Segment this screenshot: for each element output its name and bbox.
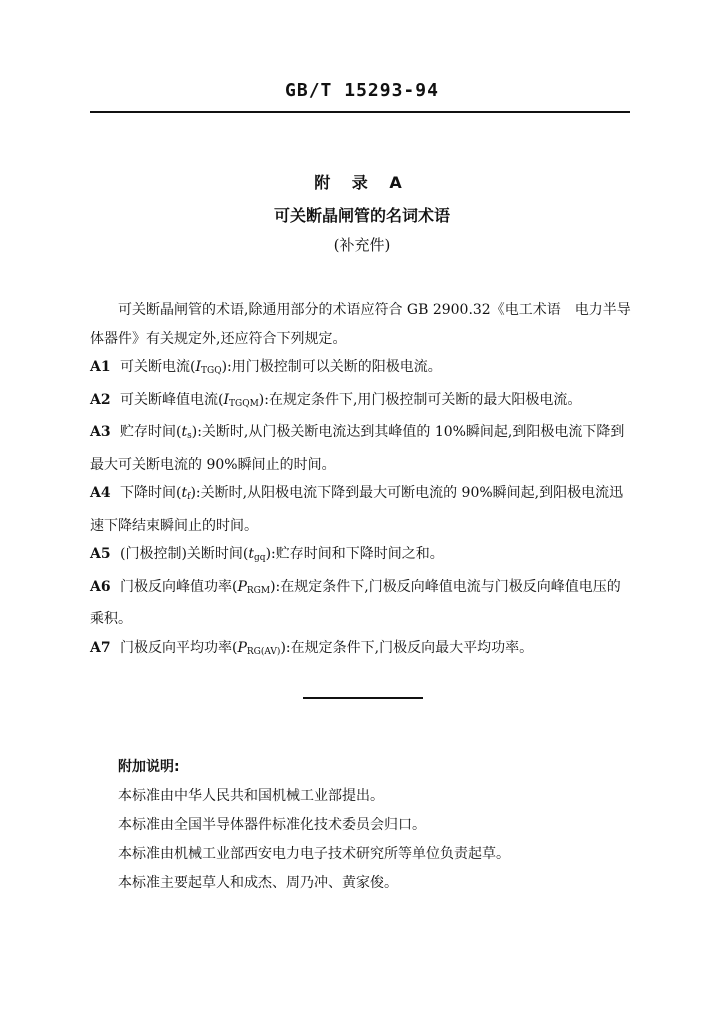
notes-line: 本标准由全国半导体器件标准化技术委员会归口。 xyxy=(118,817,426,833)
term-a2 xyxy=(90,386,632,419)
term-number: A1 xyxy=(90,359,111,375)
document-subtitle: (补充件) xyxy=(333,236,391,254)
appendix-title: 附 录 A xyxy=(314,173,410,192)
term-text-pre: 贮存时间( xyxy=(120,424,182,440)
term-symbol: P xyxy=(237,578,247,595)
term-subscript: s xyxy=(187,431,192,441)
term-number: A2 xyxy=(90,391,111,408)
term-symbol: t xyxy=(248,546,255,562)
term-text-pre: 可关断峰值电流( xyxy=(120,391,224,408)
notes-line: 本标准由中华人民共和国机械工业部提出。 xyxy=(118,788,384,804)
term-symbol: P xyxy=(237,639,247,656)
term-number: A7 xyxy=(90,639,111,656)
term-a6 xyxy=(90,573,632,634)
term-symbol: I xyxy=(223,391,229,408)
header-rule xyxy=(90,111,630,113)
term-subscript: TGQM xyxy=(229,398,259,409)
term-text-pre: 可关断电流( xyxy=(120,359,196,375)
standard-code: GB/T 15293-94 xyxy=(285,80,439,101)
notes-title: 附加说明: xyxy=(118,759,180,775)
term-number: A3 xyxy=(90,424,111,440)
notes-line: 本标准由机械工业部西安电力电子技术研究所等单位负责起草。 xyxy=(118,846,510,862)
term-text-post: ):在规定条件下,门极反向最大平均功率。 xyxy=(280,639,534,656)
term-text-pre: 下降时间( xyxy=(120,485,182,501)
document-title: 可关断晶闸管的名词术语 xyxy=(273,206,450,225)
term-text-pre: 门极反向平均功率( xyxy=(120,639,238,656)
term-text-post: ):在规定条件下,用门极控制可关断的最大阳极电流。 xyxy=(258,391,582,408)
term-subscript: f xyxy=(187,492,191,502)
term-text-post: ):用门极控制可以关断的阳极电流。 xyxy=(221,359,442,375)
term-a5 xyxy=(90,540,632,573)
term-subscript: gq xyxy=(254,553,266,563)
additional-notes xyxy=(118,753,618,898)
section-divider xyxy=(303,697,423,699)
term-a7 xyxy=(90,634,632,667)
term-symbol: t xyxy=(181,485,188,501)
term-subscript: TGQ xyxy=(201,366,222,376)
term-subscript: RG(AV) xyxy=(246,646,281,657)
notes-line: 本标准主要起草人和成杰、周乃冲、黄家俊。 xyxy=(118,875,398,891)
term-text-post: ):关断时,从阳极电流下降到最大可断电流的 90%瞬间起,到阳极电流迅速下降结束瞬间止的时间。 xyxy=(90,485,624,534)
body-text xyxy=(90,296,632,666)
term-number: A5 xyxy=(90,546,111,562)
term-subscript: RGM xyxy=(246,585,271,596)
term-text-post: ):在规定条件下,门极反向峰值电流与门极反向峰值电压的乘积。 xyxy=(90,578,621,627)
term-number: A6 xyxy=(90,578,111,595)
term-text-pre: (门极控制)关断时间( xyxy=(120,546,249,562)
term-text-pre: 门极反向峰值功率( xyxy=(120,578,238,595)
term-symbol: t xyxy=(181,424,188,440)
term-text-post: ):关断时,从门极关断电流达到其峰值的 10%瞬间起,到阳极电流下降到最大可关断电流的 90%瞬间止的时间。 xyxy=(90,424,625,473)
term-symbol: I xyxy=(195,359,201,375)
term-a3 xyxy=(90,418,632,479)
term-number: A4 xyxy=(90,485,111,501)
term-a1 xyxy=(90,353,632,386)
term-text-post: ):贮存时间和下降时间之和。 xyxy=(265,546,444,562)
intro-paragraph: 可关断晶闸管的术语,除通用部分的术语应符合 GB 2900.32《电工术语 电力半导体器件》有关规定外,还应符合下列规定。 xyxy=(90,302,631,347)
term-a4 xyxy=(90,479,632,540)
